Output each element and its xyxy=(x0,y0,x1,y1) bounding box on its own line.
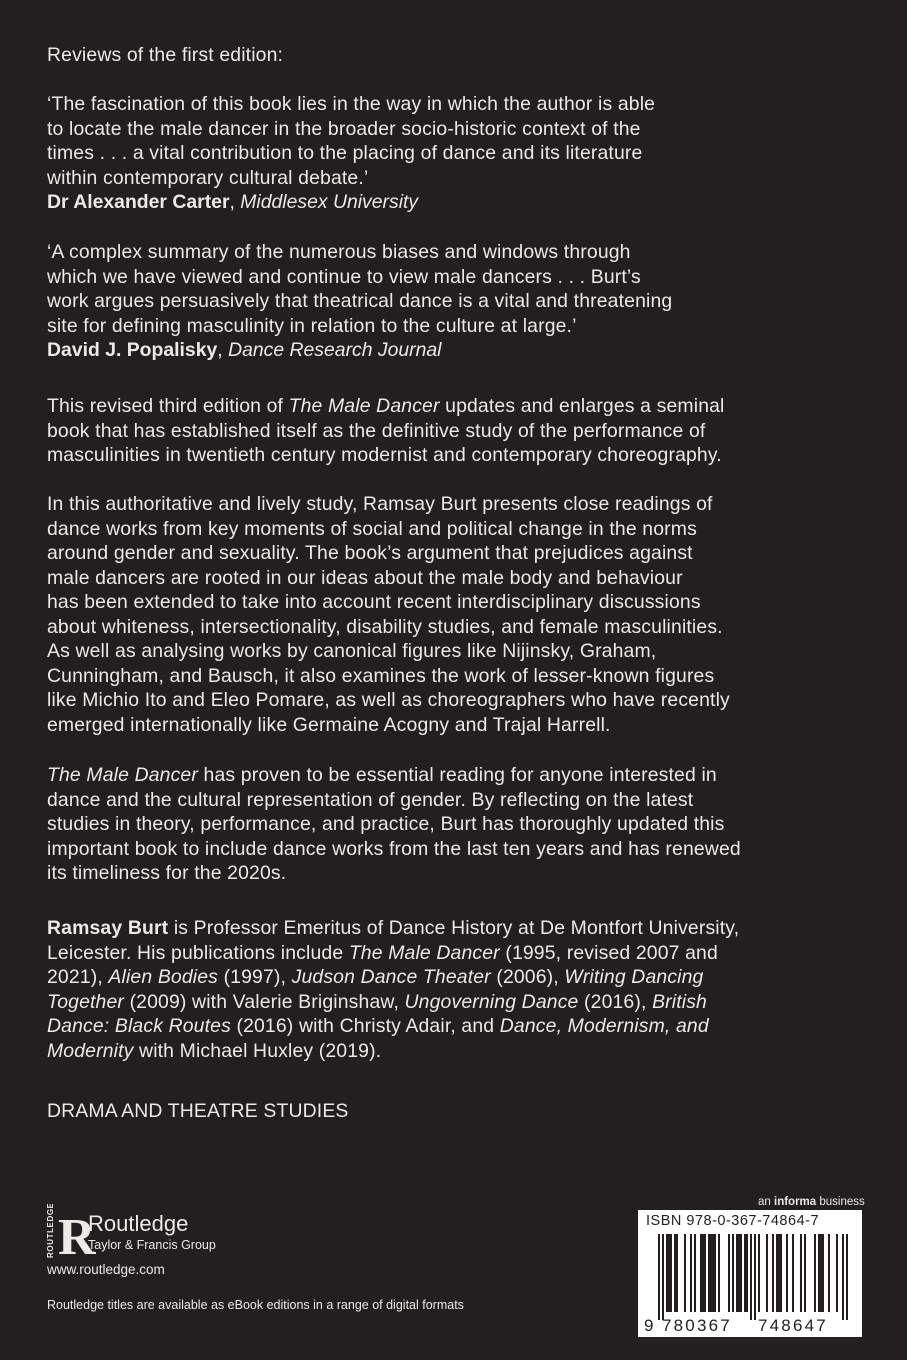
review-1-line: times . . . a vital contribution to the placing of dance and its literature xyxy=(47,142,643,164)
barcode-bar xyxy=(766,1234,768,1312)
book-title: The Male Dancer xyxy=(47,764,198,786)
barcode-bar xyxy=(842,1234,844,1320)
review-1-line: ‘The fascination of this book lies in the way in which the author is able xyxy=(47,93,656,115)
barcode-bar xyxy=(670,1234,672,1312)
ebook-note: Routledge titles are available as eBook editions in a range of digital formats xyxy=(47,1298,464,1312)
barcode-bar xyxy=(836,1234,838,1312)
review-2-line: work argues persuasively that theatrical dance is a vital and threatening xyxy=(47,290,673,312)
barcode-bar xyxy=(778,1234,780,1312)
barcode-bar xyxy=(700,1234,702,1312)
barcode-bar xyxy=(754,1234,756,1320)
barcode-bar xyxy=(694,1234,696,1312)
barcode-bar xyxy=(800,1234,802,1312)
subject-category: DRAMA AND THEATRE STUDIES xyxy=(47,1100,349,1122)
barcode-bar xyxy=(690,1234,692,1312)
reviewer-affiliation: Middlesex University xyxy=(240,191,419,213)
review-2-line: site for defining masculinity in relation to the culture at large.’ xyxy=(47,314,577,337)
informa-note: an informa business xyxy=(758,1196,865,1208)
barcode-bar xyxy=(728,1234,730,1312)
barcode-bar xyxy=(676,1234,678,1312)
book-title: The Male Dancer xyxy=(288,395,440,417)
barcode-bar xyxy=(666,1234,668,1312)
review-2 xyxy=(47,240,869,363)
barcode-digits-left: 780367 xyxy=(662,1316,732,1334)
barcode-bar xyxy=(658,1234,660,1320)
review-2-attribution: David J. Popalisky, Dance Research Journal xyxy=(47,339,442,361)
logo-vertical-text: ROUTLEDGE xyxy=(46,1204,55,1258)
barcode-bar xyxy=(738,1234,740,1312)
review-1-attribution: Dr Alexander Carter, Middlesex University xyxy=(47,191,419,213)
barcode-digit-first: 9 xyxy=(644,1316,654,1334)
reviewer-affiliation: Dance Research Journal xyxy=(228,339,442,361)
barcode-bar xyxy=(772,1234,774,1312)
barcode-bar xyxy=(740,1234,742,1312)
barcode-bar xyxy=(708,1234,710,1312)
review-1-line: to locate the male dancer in the broader socio-historic context of the xyxy=(47,117,641,140)
barcode-bar xyxy=(820,1234,822,1312)
barcode-bar xyxy=(780,1234,782,1312)
isbn-label: ISBN 978-0-367-74864-7 xyxy=(646,1213,820,1229)
barcode-bar xyxy=(792,1234,794,1312)
barcode-bar xyxy=(746,1234,748,1312)
publisher-website[interactable]: www.routledge.com xyxy=(47,1262,165,1277)
barcode-bar xyxy=(786,1234,788,1312)
publisher-name: Routledge xyxy=(88,1211,189,1236)
barcode-bars xyxy=(658,1234,848,1320)
barcode-digits-right: 748647 xyxy=(758,1316,828,1334)
barcode-bar xyxy=(674,1234,676,1312)
review-2-line: which we have viewed and continue to view male dancers . . . Burt’s xyxy=(47,265,641,288)
routledge-logo-mark xyxy=(44,1204,274,1264)
author-bio: Ramsay Burt is Professor Emeritus of Dance History at De Montfort University, Leicester. His publications include The Male Dancer (1995, revised 2007 and 2021), Alien Bodies (1997), Judson Dance Theater (2006), Writing Dancing Together (2009) with Valerie Briginshaw, Ungoverning Dance (2016), British Dance: Black Routes (2016) with Christy Adair, and Dance, Modernism, and Modernity with Michael Huxley (2019). xyxy=(47,917,740,1062)
barcode-bar xyxy=(758,1234,760,1312)
barcode-bar xyxy=(714,1234,716,1312)
description-paragraph-1: This revised third edition of The Male Dancer updates and enlarges a seminal book that has established itself as the definitive study of the performance of masculinities in twentieth century modernist and contemporary choreography. xyxy=(47,395,725,466)
barcode-bar xyxy=(814,1234,816,1312)
publisher-group: Taylor & Francis Group xyxy=(88,1238,216,1252)
barcode-bar xyxy=(710,1234,712,1312)
barcode-bar xyxy=(750,1234,752,1320)
barcode-bar xyxy=(776,1234,778,1312)
review-1 xyxy=(47,92,869,215)
review-2-line: ‘A complex summary of the numerous biases and windows through xyxy=(47,241,631,263)
barcode-bar xyxy=(804,1234,806,1312)
review-1-line: within contemporary cultural debate.’ xyxy=(47,166,369,189)
logo-letter-icon: R xyxy=(58,1209,96,1264)
description-paragraph-3: The Male Dancer has proven to be essential reading for anyone interested in dance and the cultural representation of gender. By reflecting on the latest studies in theory, performance, and practice, Burt has thoroughly updated this important book to include dance works from the last ten years and has renewed its timeliness for the 2020s. xyxy=(47,764,741,884)
reviewer-name: Dr Alexander Carter xyxy=(47,191,230,213)
barcode-bar xyxy=(684,1234,686,1312)
barcode-bar xyxy=(846,1234,848,1320)
barcode-bar xyxy=(718,1234,720,1312)
reviewer-name: David J. Popalisky xyxy=(47,339,218,361)
barcode-bar xyxy=(822,1234,824,1312)
barcode-bar xyxy=(818,1234,820,1312)
description-paragraph-2: In this authoritative and lively study, Ramsay Burt presents close readings of dance works from key moments of social and political change in the norms around gender and sexuality. The book’s argument that prejudices against male dancers are rooted in our ideas about the male body and behaviour has been extended to take into account recent interdisciplinary discussions about whiteness, intersectionality, disability studies, and female masculinities. As well as analysing works by canonical figures like Nijinsky, Graham, Cunningham, and Bausch, it also examines the work of lesser-known figures like Michio Ito and Eleo Pomare, as well as choreographers who have recently emerged internationally like Germaine Acogny and Trajal Harrell. xyxy=(47,493,730,736)
barcode-bar xyxy=(736,1234,738,1312)
barcode-bar xyxy=(744,1234,746,1312)
author-name: Ramsay Burt xyxy=(47,917,169,939)
barcode-graphic xyxy=(642,1234,858,1334)
isbn-barcode xyxy=(638,1210,862,1337)
routledge-logo xyxy=(44,1204,274,1264)
barcode-bar xyxy=(662,1234,664,1320)
informa-brand: informa xyxy=(774,1196,817,1208)
barcode-bar xyxy=(668,1234,670,1312)
barcode-bar xyxy=(702,1234,704,1312)
reviews-heading: Reviews of the first edition: xyxy=(47,44,284,66)
barcode-bar xyxy=(704,1234,706,1312)
barcode-bar xyxy=(828,1234,830,1312)
barcode-bar xyxy=(712,1234,714,1312)
barcode-bar xyxy=(732,1234,734,1312)
